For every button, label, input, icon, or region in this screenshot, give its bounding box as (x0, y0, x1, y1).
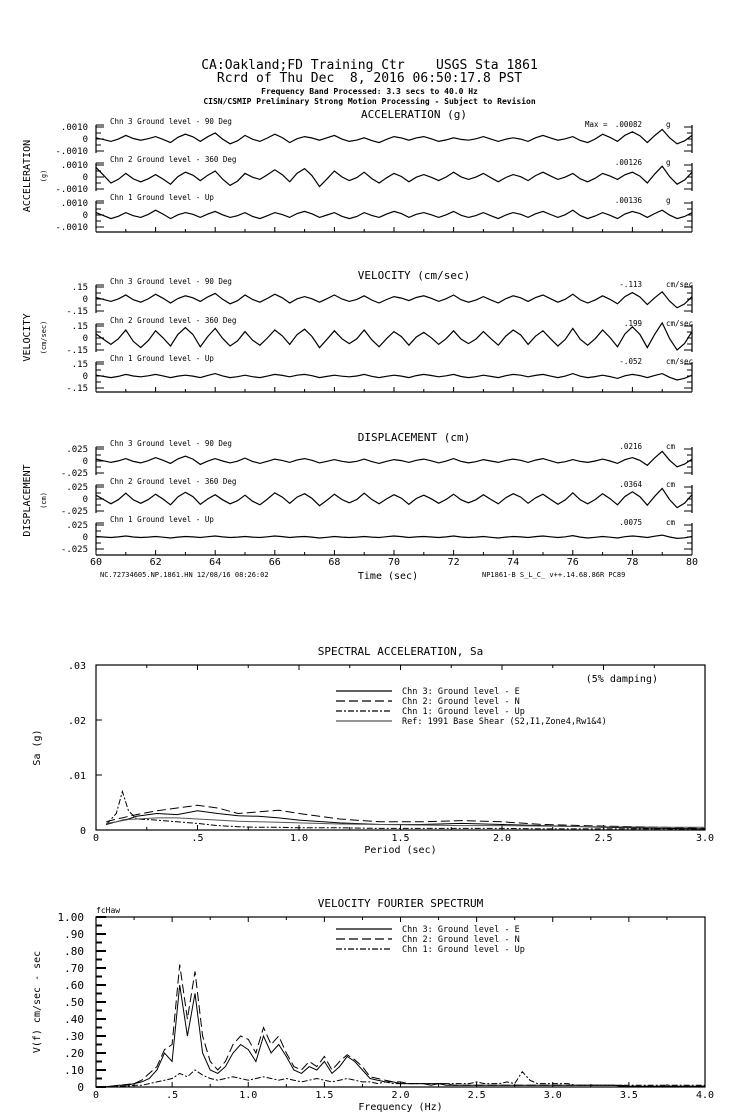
channel-label: Chn 1 Ground level - Up (110, 193, 214, 202)
x-tick-label: 0 (92, 1090, 100, 1101)
y-tick-label: -.0010 (55, 147, 88, 157)
x-tick-label: 3.0 (695, 833, 715, 844)
x-axis-label: Period (sec) (364, 845, 437, 856)
time-tick-label: 62 (149, 557, 162, 568)
x-tick-label: 2.5 (594, 833, 613, 844)
plot-title: SPECTRAL ACCELERATION, Sa (317, 645, 484, 658)
waveform-trace (96, 323, 692, 350)
channel-label: Chn 2 Ground level - 360 Deg (110, 477, 237, 486)
series-line-0 (96, 985, 705, 1087)
x-tick-label: 1.5 (315, 1090, 334, 1101)
max-prefix: Max = (585, 120, 608, 129)
y-tick-label: .20 (64, 1047, 84, 1060)
y-tick-label: 1.00 (57, 911, 84, 924)
y-tick-label: .03 (67, 661, 86, 672)
waveform-trace (96, 292, 692, 308)
y-tick-label: -.025 (60, 469, 88, 479)
time-tick-label: 76 (566, 557, 579, 568)
y-tick-label: 0 (82, 533, 88, 543)
waveform-trace (96, 535, 692, 538)
x-tick-label: 3.0 (543, 1090, 562, 1101)
record-time: Rcrd of Thu Dec 8, 2016 06:50:17.8 PST (216, 71, 523, 86)
waveform-trace (96, 451, 692, 466)
waveform-trace (96, 210, 692, 218)
legend-label: Chn 2: Ground level - N (402, 935, 520, 945)
channel-label: Chn 3 Ground level - 90 Deg (110, 439, 232, 448)
time-tick-label: 78 (626, 557, 639, 568)
channel-label: Chn 3 Ground level - 90 Deg (110, 277, 232, 286)
waveform-trace (96, 374, 692, 380)
peak-value: .00082 (614, 120, 642, 129)
y-tick-label: .80 (64, 945, 84, 958)
channel-label: Chn 2 Ground level - 360 Deg (110, 316, 237, 325)
peak-value: .199 (623, 319, 642, 328)
y-tick-label: .02 (67, 716, 86, 727)
y-tick-label: -.15 (66, 346, 88, 356)
time-tick-label: 66 (268, 557, 281, 568)
waveform-trace (96, 129, 692, 143)
x-tick-label: 1.0 (289, 833, 309, 844)
channel-label: Chn 3 Ground level - 90 Deg (110, 117, 232, 126)
series-line-1 (96, 965, 705, 1087)
y-axis-unit: (cm/sec) (40, 320, 48, 355)
x-axis-label: Frequency (Hz) (358, 1102, 443, 1113)
y-tick-label: -.15 (66, 307, 88, 317)
y-axis-label: ACCELERATION (22, 139, 33, 213)
peak-value: .0075 (619, 518, 642, 527)
y-tick-label: .10 (64, 1064, 84, 1077)
peak-unit: g (666, 120, 671, 129)
x-tick-label: .5 (191, 833, 204, 844)
corner-label: fcHaw (96, 906, 121, 915)
channel-label: Chn 1 Ground level - Up (110, 515, 214, 524)
peak-value: -.113 (619, 280, 642, 289)
y-tick-label: .50 (64, 996, 84, 1009)
channel-label: Chn 1 Ground level - Up (110, 354, 214, 363)
y-tick-label: 0 (82, 295, 88, 305)
channel-label: Chn 2 Ground level - 360 Deg (110, 155, 237, 164)
peak-value: .00126 (614, 158, 642, 167)
y-tick-label: .025 (66, 483, 88, 493)
y-tick-label: 0 (82, 135, 88, 145)
plot-title: VELOCITY FOURIER SPECTRUM (317, 897, 484, 910)
y-tick-label: .90 (64, 928, 84, 941)
y-tick-label: 0 (82, 372, 88, 382)
y-tick-label: 0 (77, 1081, 84, 1094)
x-tick-label: 2.0 (391, 1090, 410, 1101)
peak-value: .00136 (614, 196, 642, 205)
y-tick-label: 0 (82, 334, 88, 344)
y-tick-label: .025 (66, 521, 88, 531)
plot-frame (96, 665, 705, 830)
peak-value: -.052 (619, 357, 642, 366)
legend-label: Ref: 1991 Base Shear (S2,I1,Zone4,Rw1&4) (402, 717, 607, 727)
station-title: CA:Oakland;FD Training Ctr USGS Sta 1861 (201, 58, 538, 73)
damping-note: (5% damping) (585, 674, 658, 685)
peak-value: .0364 (619, 480, 642, 489)
y-tick-label: 0 (82, 457, 88, 467)
y-tick-label: .30 (64, 1030, 84, 1043)
peak-value: .0216 (619, 442, 642, 451)
processing-id: NP1861-B S_L_C_ v++.14.68.86R PC89 (482, 571, 626, 579)
y-tick-label: .0010 (60, 123, 88, 133)
y-axis-label: DISPLACEMENT (22, 464, 33, 537)
y-axis-label: VELOCITY (22, 313, 33, 362)
x-tick-label: .5 (166, 1090, 179, 1101)
y-tick-label: 0 (82, 211, 88, 221)
legend-label: Chn 3: Ground level - E (402, 925, 520, 935)
x-tick-label: 4.0 (695, 1090, 715, 1101)
panel-title: ACCELERATION (g) (361, 108, 467, 121)
time-tick-label: 64 (209, 557, 222, 568)
time-axis-label: Time (sec) (357, 571, 419, 582)
peak-unit: cm (666, 480, 676, 489)
x-tick-label: 1.5 (391, 833, 410, 844)
panel-title: VELOCITY (cm/sec) (357, 269, 471, 282)
time-tick-label: 72 (447, 557, 460, 568)
y-tick-label: -.0010 (55, 223, 88, 233)
panel-title: DISPLACEMENT (cm) (357, 431, 471, 444)
peak-unit: cm/sec (666, 357, 694, 366)
time-tick-label: 70 (387, 557, 401, 568)
series-line-2 (106, 792, 705, 830)
record-id: NC.72734605.NP.1861.HN 12/08/16 08:26:02 (100, 571, 269, 579)
plot-frame (96, 917, 705, 1087)
y-axis-label: V(f) cm/sec - sec (32, 950, 43, 1054)
legend-label: Chn 1: Ground level - Up (402, 707, 525, 717)
x-tick-label: 3.5 (619, 1090, 638, 1101)
y-tick-label: .01 (67, 771, 86, 782)
waveform-trace (96, 488, 692, 507)
legend-label: Chn 3: Ground level - E (402, 687, 520, 697)
legend-label: Chn 2: Ground level - N (402, 697, 520, 707)
frequency-band: Frequency Band Processed: 3.3 secs to 40.0 Hz (261, 87, 478, 96)
peak-unit: g (666, 158, 671, 167)
y-tick-label: .0010 (60, 199, 88, 209)
y-tick-label: -.025 (60, 545, 88, 555)
y-axis-label: Sa (g) (32, 729, 43, 766)
peak-unit: cm (666, 442, 676, 451)
y-tick-label: -.025 (60, 507, 88, 517)
x-tick-label: 0 (92, 833, 100, 844)
y-tick-label: .60 (64, 979, 84, 992)
y-tick-label: .15 (71, 322, 88, 332)
x-tick-label: 2.0 (492, 833, 512, 844)
y-tick-label: .0010 (60, 161, 88, 171)
peak-unit: cm/sec (666, 319, 694, 328)
time-tick-label: 80 (685, 557, 699, 568)
waveform-trace (96, 166, 692, 186)
y-tick-label: 0 (82, 173, 88, 183)
y-tick-label: .70 (64, 962, 84, 975)
y-tick-label: .40 (64, 1013, 84, 1026)
x-tick-label: 2.5 (467, 1090, 486, 1101)
y-tick-label: .15 (71, 283, 88, 293)
time-tick-label: 74 (507, 557, 520, 568)
y-tick-label: .15 (71, 360, 88, 370)
peak-unit: cm (666, 518, 676, 527)
processing-note: CISN/CSMIP Preliminary Strong Motion Processing - Subject to Revision (203, 97, 536, 106)
y-tick-label: -.0010 (55, 185, 88, 195)
y-tick-label: 0 (82, 495, 88, 505)
peak-unit: g (666, 196, 671, 205)
time-tick-label: 60 (89, 557, 103, 568)
time-tick-label: 68 (328, 557, 341, 568)
x-tick-label: 1.0 (239, 1090, 258, 1101)
y-tick-label: -.15 (66, 384, 88, 394)
peak-unit: cm/sec (666, 280, 694, 289)
y-tick-label: 0 (79, 826, 86, 837)
y-axis-unit: (cm) (40, 492, 48, 509)
y-axis-unit: (g) (40, 169, 48, 183)
y-tick-label: .025 (66, 445, 88, 455)
legend-label: Chn 1: Ground level - Up (402, 945, 525, 955)
